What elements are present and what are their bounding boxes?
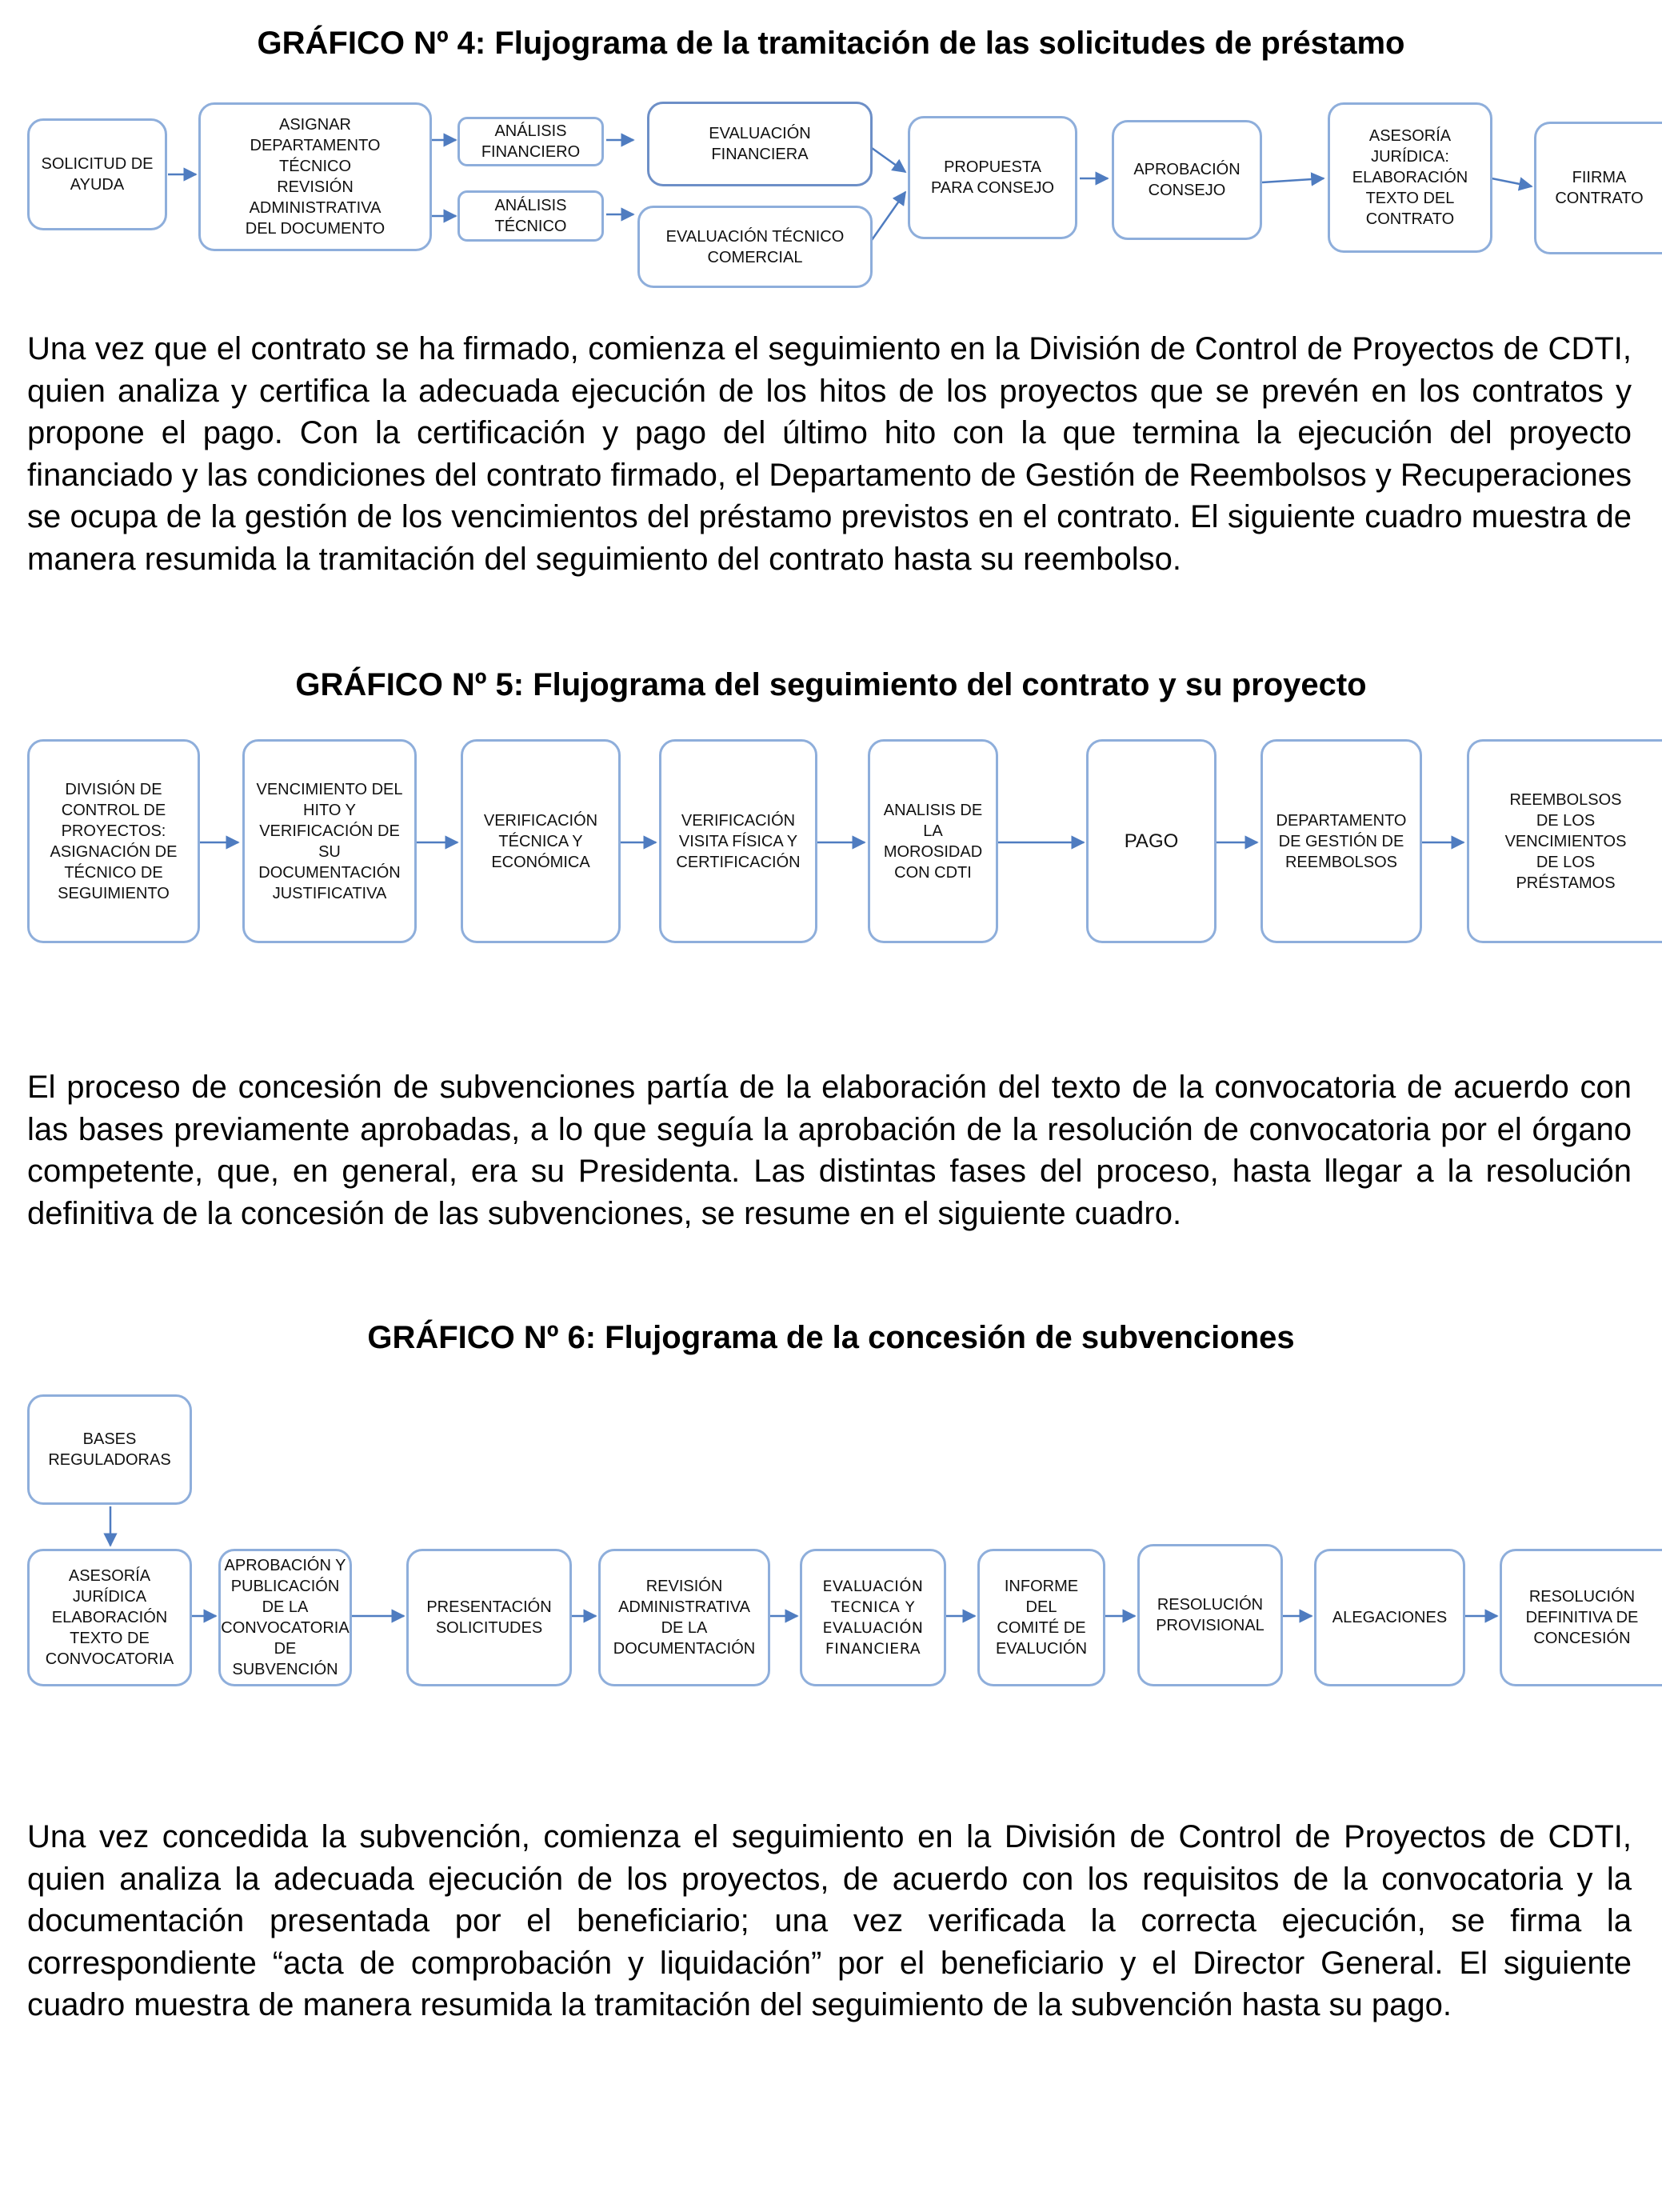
flow-node-label: PROPUESTA PARA CONSEJO [930, 158, 1055, 197]
flow-node-label: ANÁLISIS FINANCIERO [481, 122, 581, 161]
flow-node-label: EVALUACIÓN FINANCIERA [709, 125, 811, 163]
flow-node-label: DEPARTAMENTO DE GESTIÓN DE REEMBOLSOS [1276, 811, 1407, 871]
flow-node-label: ANALISIS DE LA MOROSIDAD CON CDTI [883, 801, 983, 882]
flow-node-label: DIVISIÓN DE CONTROL DE PROYECTOS: ASIGNACIÓN DE TÉCNICO DE SEGUIMIENTO [50, 780, 178, 902]
flow-node-label: ANÁLISIS TÉCNICO [494, 197, 567, 235]
flow-node-label: PAGO [1124, 830, 1179, 852]
body-paragraph: Una vez concedida la subvención, comienza el seguimiento en la División de Control de Proyectos de CDTI, quien analiza la adecuada ejecución de los proyectos, de acuerdo con los requisitos de la convocatoria y la documentación presentada por el beneficiario; una vez verificada la correcta ejecución, se firma la correspondiente “acta de comprobación y liquidación” por el beneficiario y el Director General. El siguiente cuadro muestra de manera resumida la tramitación del seguimiento de la subvención hasta su pago. [27, 1819, 1632, 2022]
flow-node [1137, 1544, 1283, 1686]
flow-node [977, 1549, 1105, 1686]
flow-node [1500, 1549, 1662, 1686]
flow-node [598, 1549, 770, 1686]
chart6-title: GRÁFICO Nº 6: Flujograma de la concesión de subvenciones [367, 1320, 1295, 1355]
flow-node-label: APROBACIÓN CONSEJO [1133, 161, 1241, 199]
flow-node [406, 1549, 572, 1686]
flow-node-label: ASIGNAR DEPARTAMENTO TÉCNICO REVISIÓN ADMINISTRATIVA DEL DOCUMENTO [245, 116, 386, 238]
flow-node-label: ASESORÍA JURÍDICA: ELABORACIÓN TEXTO DEL CONTRATO [1352, 127, 1468, 228]
flow-node [27, 1549, 192, 1686]
flow-node-label: VENCIMIENTO DEL HITO Y VERIFICACIÓN DE SU DOCUMENTACIÓN JUSTIFICATIVA [256, 780, 403, 902]
flow-node-label: RESOLUCIÓN DEFINITIVA DE CONCESIÓN [1525, 1588, 1639, 1647]
flow-node-label: SOLICITUD DE AYUDA [41, 155, 154, 194]
flow-node-label: VERIFICACIÓN TÉCNICA Y ECONÓMICA [483, 811, 598, 871]
flow-node [27, 1394, 192, 1505]
flow-node-label: RESOLUCIÓN PROVISIONAL [1156, 1596, 1264, 1634]
flow-node-label: BASES REGULADORAS [48, 1430, 171, 1469]
flow-node [1314, 1549, 1465, 1686]
chart4-title: GRÁFICO Nº 4: Flujograma de la tramitación de las solicitudes de préstamo [257, 26, 1405, 61]
flow-node-label: EVALUACIÓN TÉCNICO COMERCIAL [665, 227, 845, 266]
flow-node-label: VERIFICACIÓN VISITA FÍSICA Y CERTIFICACIÓN [676, 811, 801, 871]
flow-node-label: ALEGACIONES [1332, 1609, 1448, 1626]
flow-node-label: REEMBOLSOS DE LOS VENCIMIENTOS DE LOS PRÉSTAMOS [1504, 790, 1627, 892]
flow-node-label: EVALUACIÓN TECNICA Y EVALUACIÓN FINANCIERA [822, 1578, 924, 1658]
body-paragraph: Una vez que el contrato se ha firmado, comienza el seguimiento en la División de Control de Proyectos de CDTI, quien analiza y certifica la adecuada ejecución de los hitos de los proyectos que se prevén en los contratos y propone el pago. Con la certificación y pago del último hito con la que termina la ejecución del proyecto financiado y las condiciones del contrato firmado, el Departamento de Gestión de Reembolsos y Recuperaciones se ocupa de la gestión de los vencimientos del préstamo previstos en el contrato. El siguiente cuadro muestra de manera resumida la tramitación del seguimiento del contrato hasta su reembolso. [27, 331, 1632, 577]
flow-node-label: ASESORÍA JURÍDICA ELABORACIÓN TEXTO DE CONVOCATORIA [45, 1567, 174, 1668]
flow-node-label: REVISIÓN ADMINISTRATIVA DE LA DOCUMENTACIÓN [613, 1578, 756, 1658]
flow-node [800, 1549, 946, 1686]
body-paragraph: El proceso de concesión de subvenciones partía de la elaboración del texto de la convocatoria de acuerdo con las bases previamente aprobadas, a lo que seguía la aprobación de la resolución de convocatoria por el órgano competente, que, en general, era su Presidenta. Las distintas fases del proceso, hasta llegar a la resolución definitiva de la concesión de las subvenciones, se resume en el siguiente cuadro. [27, 1070, 1632, 1231]
flow-node-label: FIIRMA CONTRATO [1555, 169, 1644, 207]
flow-node-label: APROBACIÓN Y PUBLICACIÓN DE LA CONVOCATORIA DE SUBVENCIÓN [221, 1557, 350, 1678]
flow-node-label: INFORME DEL COMITÉ DE EVALUCIÓN [995, 1578, 1088, 1658]
flow-node [218, 1549, 352, 1686]
chart5-title: GRÁFICO Nº 5: Flujograma del seguimiento del contrato y su proyecto [295, 667, 1367, 702]
flow-node-label: PRESENTACIÓN SOLICITUDES [426, 1598, 552, 1637]
